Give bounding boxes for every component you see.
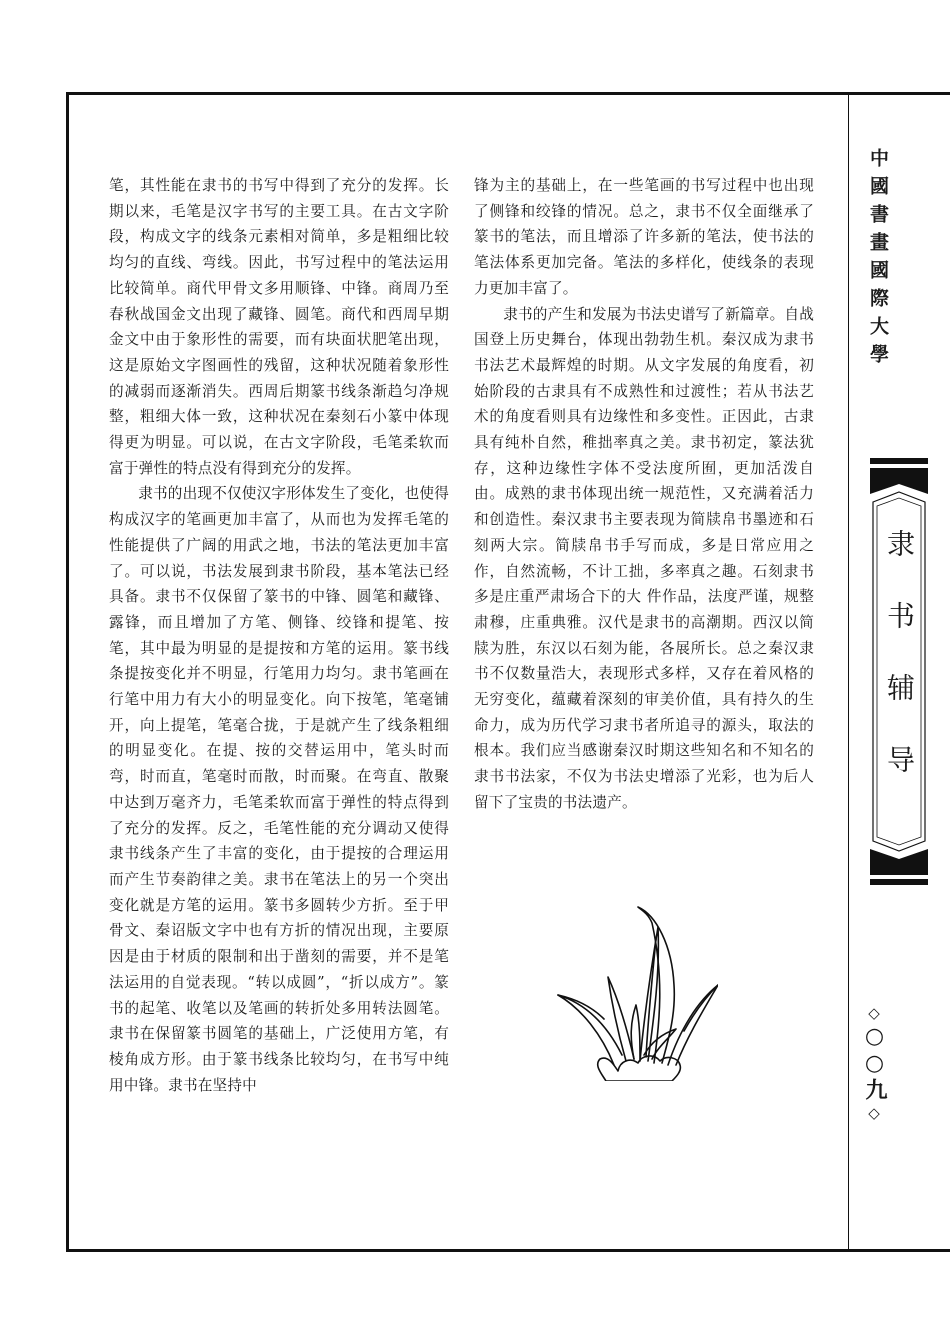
section-title: 隶书辅导: [883, 529, 916, 817]
page-frame-left: [66, 92, 69, 1252]
paragraph: 隶书的出现不仅使汉字形体发生了变化，也使得构成汉字的笔画更加丰富了，从而也为发挥毛笔的性能提供了广阔的用武之地，书法的笔法更加丰富了。可以说，书法发展到隶书阶段，基本笔法已经具备。隶书不仅保留了篆书的中锋、圆笔和藏锋、露锋，而且增加了方笔、侧锋、绞锋和提笔、按笔，其中最为明显的是提按和方笔的运用。篆书线条提按变化并不明显，行笔用力均匀。隶书笔画在行笔中用力有大小的明显变化。向下按笔，笔毫铺开，向上提笔，笔毫合拢，于是就产生了线条粗细的明显变化。在提、按的交替运用中，笔头时而弯，时而直，笔毫时而散，时而聚。在弯直、散聚中达到万毫齐力，毛笔柔软而富于弹性的特点得到了充分的发挥。反之，毛笔性能的充分调动又使得隶书线条产生了丰富的变化，由于提按的合理运用而产生节奏韵律之美。隶书在笔法上的另一个突出变化就是方笔的运用。篆书多圆转少方折。至于甲骨文、秦诏版文字中也有方折的情况出现，主要原因是由于材质的限制和出于凿刻的需要，并不是笔法运用的自觉表现。“转以成圆”，“折以成方”。篆书的起笔、收笔以及笔画的转折处多用转法圆笔。隶书在保留篆书圆笔的基础上，广泛使用方笔，有棱角成方形。由于篆书线条比较均匀，在书写中纯用中锋。隶书在坚持中: [109, 485, 449, 1094]
paragraph: 锋为主的基础上，在一些笔画的书写过程中也出现了侧锋和绞锋的情况。总之，隶书不仅全面继承了篆书的笔法，而且增添了许多新的笔法，使书法的笔法体系更加完备。笔法的多样化，使线条的表现力更加丰富了。: [474, 177, 814, 297]
page-number-text: ○○九: [862, 1024, 887, 1102]
paragraph: 笔，其性能在隶书的书写中得到了充分的发挥。长期以来，毛笔是汉字书写的主要工具。在古文字阶段，构成文字的线条元素相对简单，多是粗细比较均匀的直线、弯线。因此，书写过程中的笔法运用比较简单。商代甲骨文多用顺锋、中锋。商周乃至春秋战国金文出现了藏锋、圆笔。商代和西周早期金文中由于象形性的需要，而有块面状肥笔出现，这是原始文字图画性的残留，这种状况随着象形性的减弱而逐渐消失。西周后期篆书线条渐趋匀净规整，粗细大体一致，这种状况在秦刻石小篆中体现得更为明显。可以说，在古文字阶段，毛笔柔软而富于弹性的特点没有得到充分的发挥。: [109, 177, 449, 477]
text-column-right: [474, 173, 814, 816]
text-column-left: [109, 173, 449, 1098]
page-frame-top: [66, 92, 950, 95]
sidebar-divider: [848, 95, 849, 1249]
page-frame-bottom: [66, 1249, 950, 1252]
grass-tuft-icon: [556, 905, 718, 1081]
page-number: [856, 1002, 892, 1124]
university-name: 中國書畫國際大學: [867, 148, 889, 372]
diamond-icon: ◇: [868, 1004, 880, 1022]
diamond-icon: ◇: [868, 1104, 880, 1122]
paragraph: 隶书的产生和发展为书法史谱写了新篇章。自战国登上历史舞台，体现出勃勃生机。秦汉成为隶书书法艺术最辉煌的时期。从文字发展的角度看，初始阶段的古隶具有不成熟性和过渡性；若从书法艺术的角度看则具有边缘性和多变性。正因此，古隶具有纯朴自然，稚拙率真之美。隶书初定，篆法犹存，这种边缘性字体不受法度所囿，更加活泼自由。成熟的隶书体现出统一规范性，又充满着活力和创造性。秦汉隶书主要表现为简牍帛书墨迹和石刻两大宗。简牍帛书手写而成，多是日常应用之作，自然流畅，不计工拙，多率真之趣。石刻隶书多是庄重严肃场合下的大 件作品，法度严谨，规整肃穆，庄重典雅。汉代是隶书的高潮期。西汉以简牍为胜，东汉以石刻为能，各展所长。总之秦汉隶书不仅数量浩大，表现形式多样，又存在着风格的无穷变化，蕴藏着深刻的审美价值，具有持久的生命力，成为历代学习隶书者所追寻的源头，取法的根本。我们应当感谢秦汉时期这些知名和不知名的隶书书法家，不仅为书法史增添了光彩，也为后人留下了宝贵的书法遗产。: [474, 305, 814, 811]
